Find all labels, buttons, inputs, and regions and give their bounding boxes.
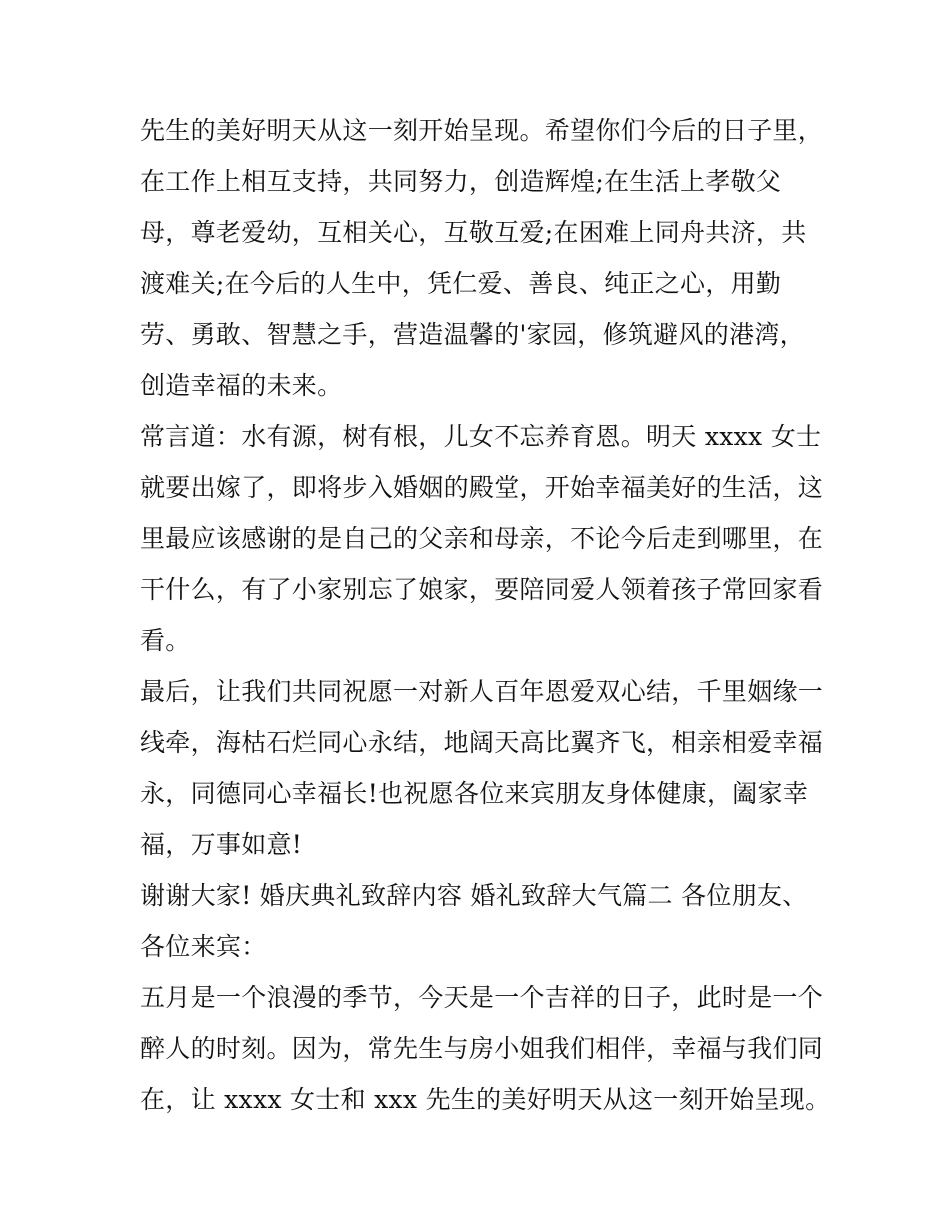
text-line: 劳、勇敢、智慧之手，营造温馨的'家园，修筑避风的港湾， — [140, 320, 805, 349]
text-line: 常言道：水有源，树有根，儿女不忘养育恩。明天 xxxx 女士 — [140, 422, 822, 451]
text-line: 在工作上相互支持，共同努力，创造辉煌;在生活上孝敬父 — [140, 167, 782, 196]
text-line: 各位来宾： — [140, 932, 267, 961]
text-line: 福，万事如意! — [140, 830, 303, 859]
text-line: 线牵，海枯石烂同心永结，地阔天高比翼齐飞，相亲相爱幸福 — [140, 728, 824, 757]
text-line: 最后，让我们共同祝愿一对新人百年恩爱双心结，千里姻缘一 — [140, 677, 824, 706]
text-line: 在，让 xxxx 女士和 xxx 先生的美好明天从这一刻开始呈现。 — [140, 1085, 831, 1114]
text-line: 先生的美好明天从这一刻开始呈现。希望你们今后的日子里， — [140, 116, 824, 145]
text-line: 母，尊老爱幼，互相关心，互敬互爱;在困难上同舟共济，共 — [140, 218, 807, 247]
document-body — [140, 105, 831, 1125]
text-line: 创造幸福的未来。 — [140, 371, 343, 400]
text-line: 谢谢大家! 婚庆典礼致辞内容 婚礼致辞大气篇二 各位朋友、 — [140, 881, 808, 910]
text-line: 就要出嫁了，即将步入婚姻的殿堂，开始幸福美好的生活，这 — [140, 473, 824, 502]
text-line: 渡难关;在今后的人生中，凭仁爱、善良、纯正之心，用勤 — [140, 269, 782, 298]
text-line: 永，同德同心幸福长!也祝愿各位来宾朋友身体健康，阖家幸 — [140, 779, 809, 808]
text-line: 干什么，有了小家别忘了娘家，要陪同爱人领着孩子常回家看 — [140, 575, 824, 604]
text-line: 里最应该感谢的是自己的父亲和母亲，不论今后走到哪里，在 — [140, 524, 824, 553]
text-line: 五月是一个浪漫的季节，今天是一个吉祥的日子，此时是一个 — [140, 983, 824, 1012]
text-line: 看。 — [140, 626, 191, 655]
text-line: 醉人的时刻。因为，常先生与房小姐我们相伴，幸福与我们同 — [140, 1034, 824, 1063]
